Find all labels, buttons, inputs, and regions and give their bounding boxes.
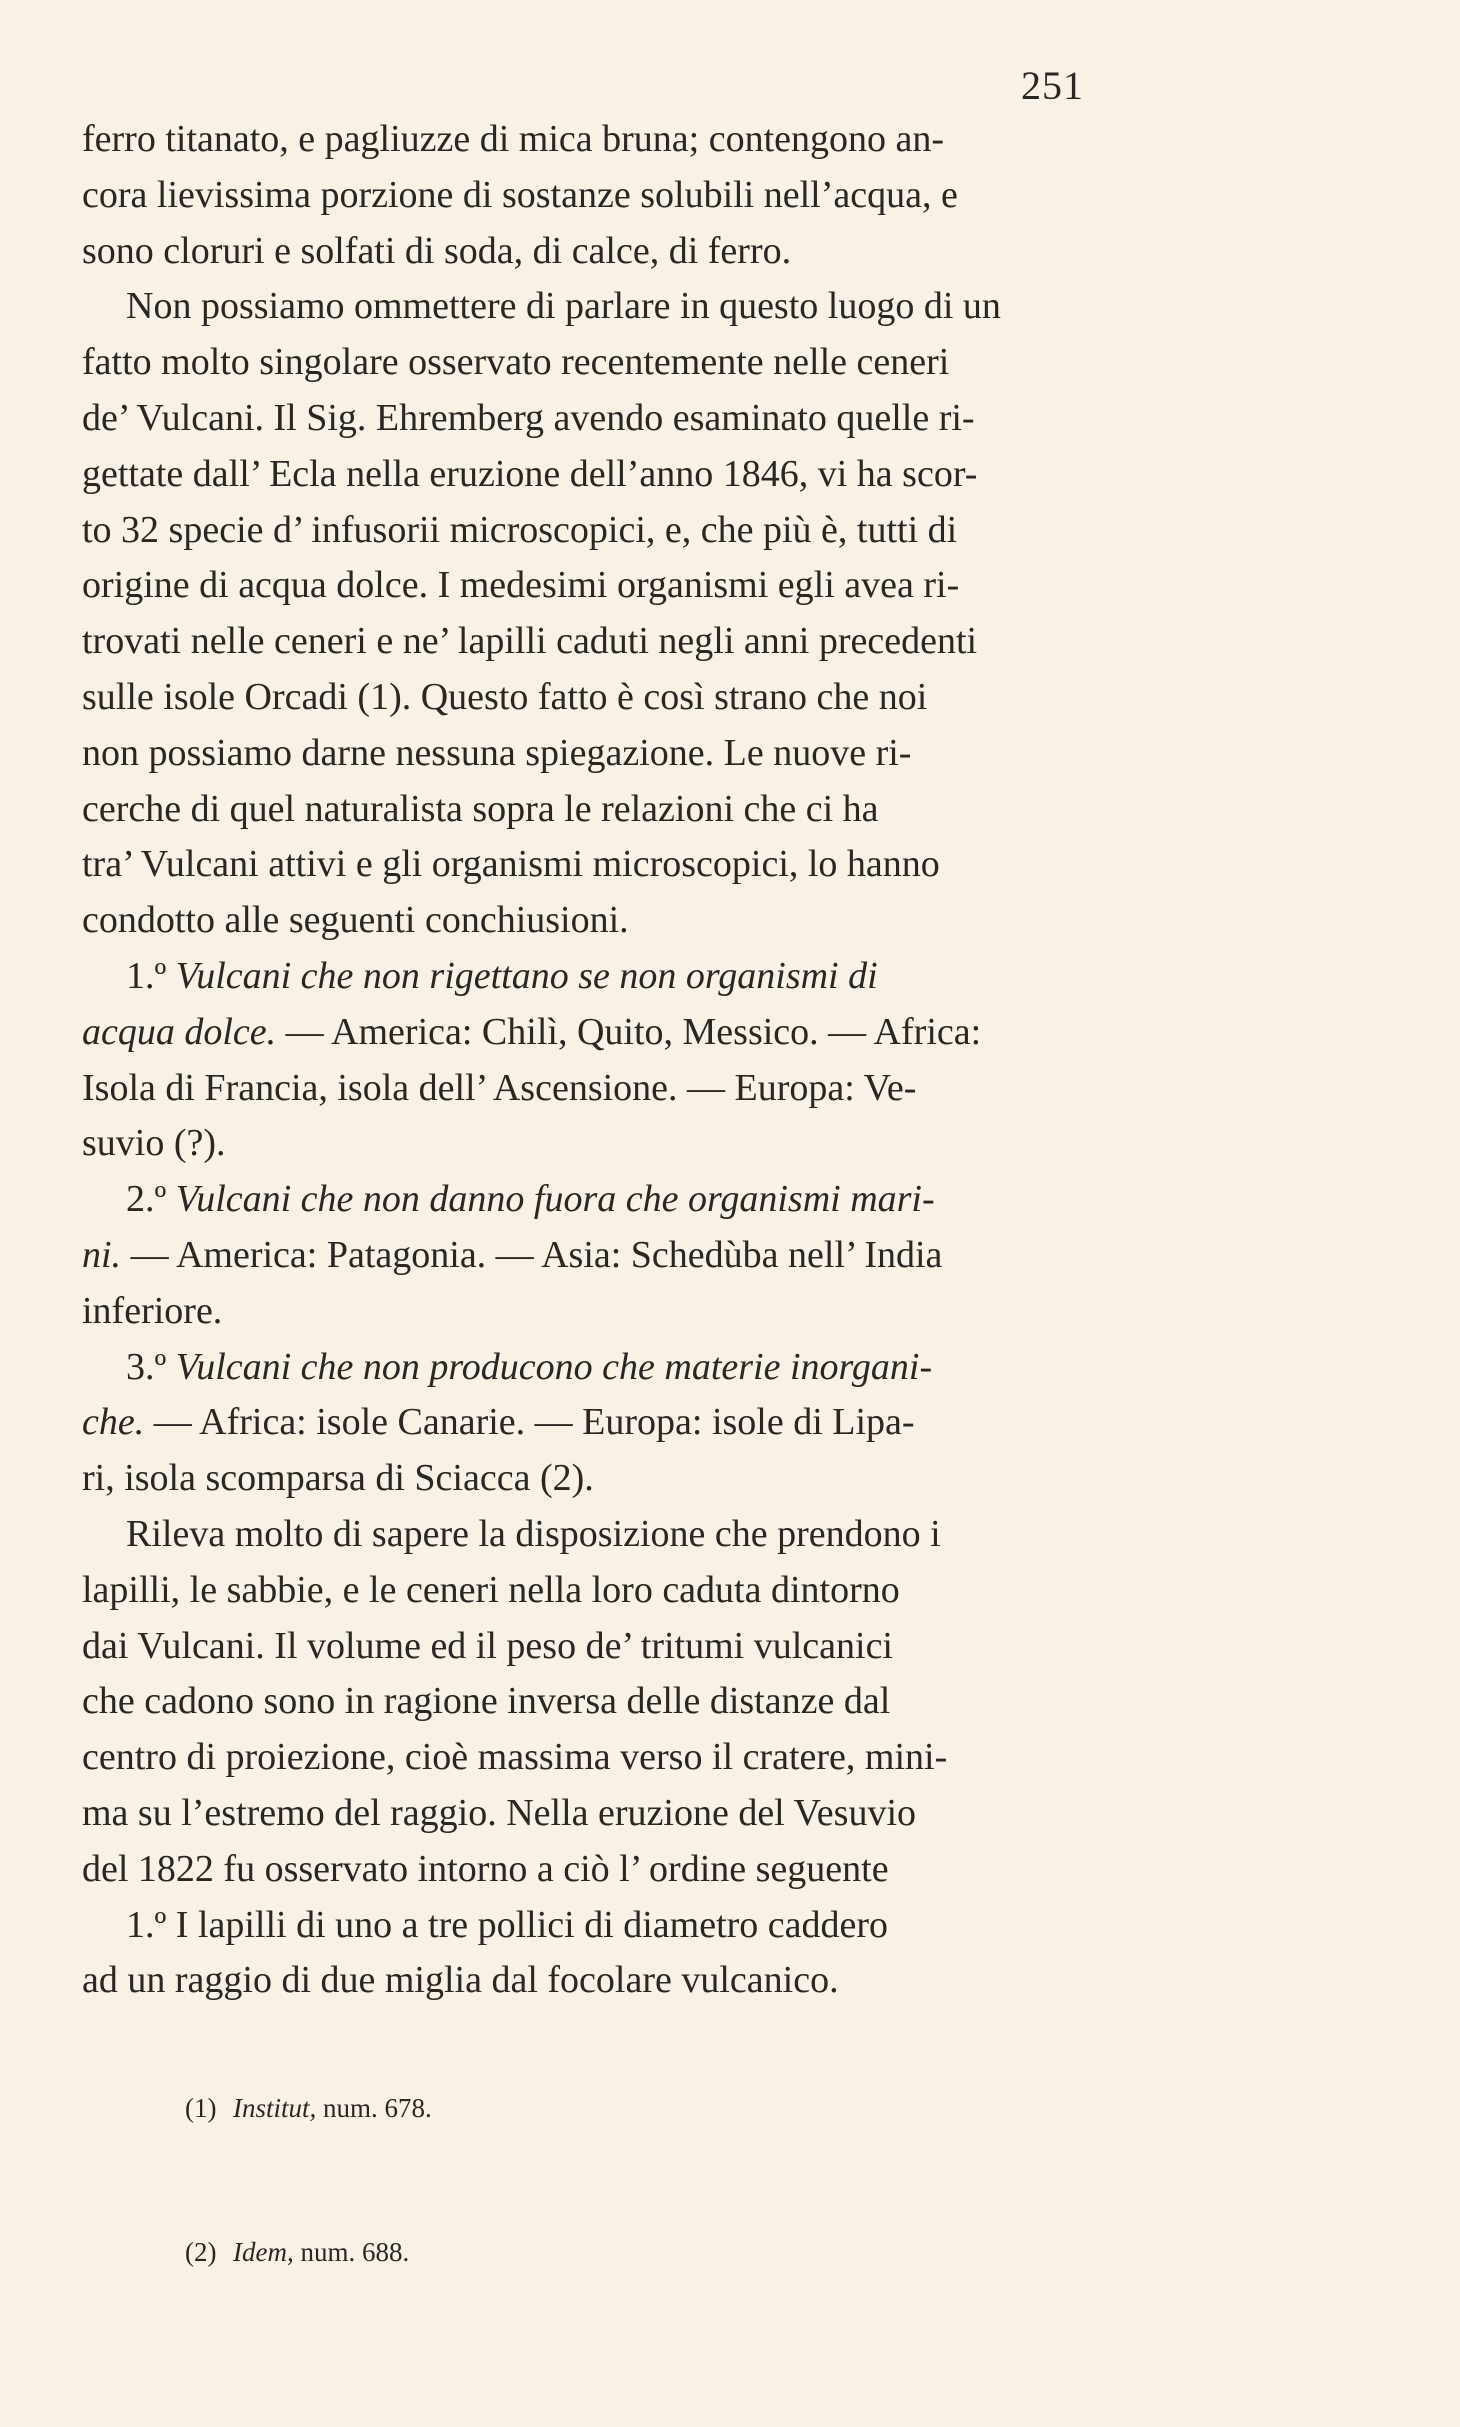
line-text: ri, isola scomparsa di Sciacca (2). <box>82 1457 594 1500</box>
line-text: che cadono sono in ragione inversa delle distanze dal <box>82 1680 891 1723</box>
line-text: cora lievissima porzione di sostanze solubili nell’acqua, e <box>82 173 958 216</box>
line-text: Non possiamo ommettere di parlare in questo luogo di un <box>126 285 1001 328</box>
line-text: origine di acqua dolce. I medesimi organismi egli avea ri- <box>82 564 960 607</box>
text-line <box>82 1116 1190 1172</box>
text-line <box>82 1619 1190 1675</box>
text-line <box>82 782 1190 838</box>
text-line <box>82 1953 1190 2009</box>
line-text: ma su l’estremo del raggio. Nella eruzione del Vesuvio <box>82 1791 916 1834</box>
footnote <box>158 2180 432 2324</box>
body-text <box>82 112 1190 2009</box>
italic-heading: che. <box>82 1401 145 1444</box>
text-line <box>82 447 1190 503</box>
footnote-marker: (2) <box>185 2237 217 2267</box>
footnotes <box>158 2036 432 2324</box>
text-line <box>82 1898 1190 1954</box>
list-number: 2.º <box>126 1178 176 1221</box>
text-line <box>82 168 1190 224</box>
line-text: sono cloruri e solfati di soda, di calce, di ferro. <box>82 229 792 272</box>
italic-heading: Vulcani che non producono che materie inorgani- <box>175 1345 933 1388</box>
page-number: 251 <box>1021 63 1084 108</box>
italic-heading: ni. <box>82 1233 122 1276</box>
line-text: non possiamo darne nessuna spiegazione. Le nuove ri- <box>82 731 912 774</box>
text-line <box>82 112 1190 168</box>
text-line <box>82 1005 1190 1061</box>
text-line <box>82 1786 1190 1842</box>
line-text: sulle isole Orcadi (1). Questo fatto è così strano che noi <box>82 675 928 718</box>
line-text: ferro titanato, e pagliuzze di mica bruna; contengono an- <box>82 118 945 160</box>
line-text: — Africa: isole Canarie. — Europa: isole di Lipa- <box>144 1401 915 1444</box>
text-line <box>82 1730 1190 1786</box>
footnote-detail: num. 688. <box>293 2237 410 2267</box>
footnote-detail: num. 678. <box>316 2093 432 2123</box>
text-line <box>82 503 1190 559</box>
italic-heading: Vulcani che non danno fuora che organismi mari- <box>175 1178 935 1221</box>
line-text: Rileva molto di sapere la disposizione che prendono i <box>126 1512 941 1555</box>
line-text: centro di proiezione, cioè massima verso il cratere, mini- <box>82 1736 948 1779</box>
text-line <box>82 1674 1190 1730</box>
italic-heading: Vulcani che non rigettano se non organismi di <box>175 954 878 997</box>
text-line <box>82 893 1190 949</box>
line-text: to 32 specie d’ infusorii microscopici, e, che più è, tutti di <box>82 508 958 551</box>
line-text: gettate dall’ Ecla nella eruzione dell’anno 1846, vi ha scor- <box>82 452 978 495</box>
line-text: lapilli, le sabbie, e le ceneri nella loro caduta dintorno <box>82 1568 900 1611</box>
text-line <box>82 1284 1190 1340</box>
text-line <box>82 1395 1190 1451</box>
text-line <box>82 837 1190 893</box>
text-line <box>82 949 1190 1005</box>
footnote <box>158 2036 432 2180</box>
footnote-marker: (1) <box>185 2093 217 2123</box>
text-line <box>82 1842 1190 1898</box>
text-line <box>82 224 1190 280</box>
text-line <box>82 1228 1190 1284</box>
text-line <box>82 1451 1190 1507</box>
footnote-source: Institut, <box>233 2093 317 2123</box>
list-number: 3.º <box>126 1345 176 1388</box>
line-text: inferiore. <box>82 1289 223 1332</box>
line-text: trovati nelle ceneri e ne’ lapilli caduti negli anni precedenti <box>82 620 978 663</box>
line-text: cerche di quel naturalista sopra le relazioni che ci ha <box>82 787 879 830</box>
line-text: suvio (?). <box>82 1122 226 1165</box>
list-number: 1.º <box>126 954 176 997</box>
text-line <box>82 726 1190 782</box>
text-line <box>82 1507 1190 1563</box>
line-text: tra’ Vulcani attivi e gli organismi microscopici, lo hanno <box>82 843 940 886</box>
line-text: condotto alle seguenti conchiusioni. <box>82 899 629 942</box>
line-text: del 1822 fu osservato intorno a ciò l’ ordine seguente <box>82 1847 889 1890</box>
line-text: de’ Vulcani. Il Sig. Ehremberg avendo esaminato quelle ri- <box>82 396 975 439</box>
line-text: Isola di Francia, isola dell’ Ascensione. — Europa: Ve- <box>82 1066 917 1109</box>
text-line <box>82 391 1190 447</box>
text-line <box>82 1172 1190 1228</box>
line-text: dai Vulcani. Il volume ed il peso de’ tritumi vulcanici <box>82 1624 893 1667</box>
text-line <box>82 1563 1190 1619</box>
line-text: — America: Chilì, Quito, Messico. — Africa: <box>276 1010 982 1053</box>
text-line <box>82 1061 1190 1117</box>
text-line <box>82 614 1190 670</box>
footnote-source: Idem, <box>233 2237 294 2267</box>
line-text: — America: Patagonia. — Asia: Schedùba nell’ India <box>121 1233 943 1276</box>
line-text: 1.º I lapilli di uno a tre pollici di diametro caddero <box>126 1903 889 1946</box>
text-line <box>82 558 1190 614</box>
italic-heading: acqua dolce. <box>82 1010 277 1053</box>
text-line <box>82 1340 1190 1396</box>
line-text: ad un raggio di due miglia dal focolare vulcanico. <box>82 1959 839 2002</box>
line-text: fatto molto singolare osservato recentemente nelle ceneri <box>82 341 950 384</box>
text-line <box>82 670 1190 726</box>
text-line <box>82 335 1190 391</box>
text-line <box>82 279 1190 335</box>
